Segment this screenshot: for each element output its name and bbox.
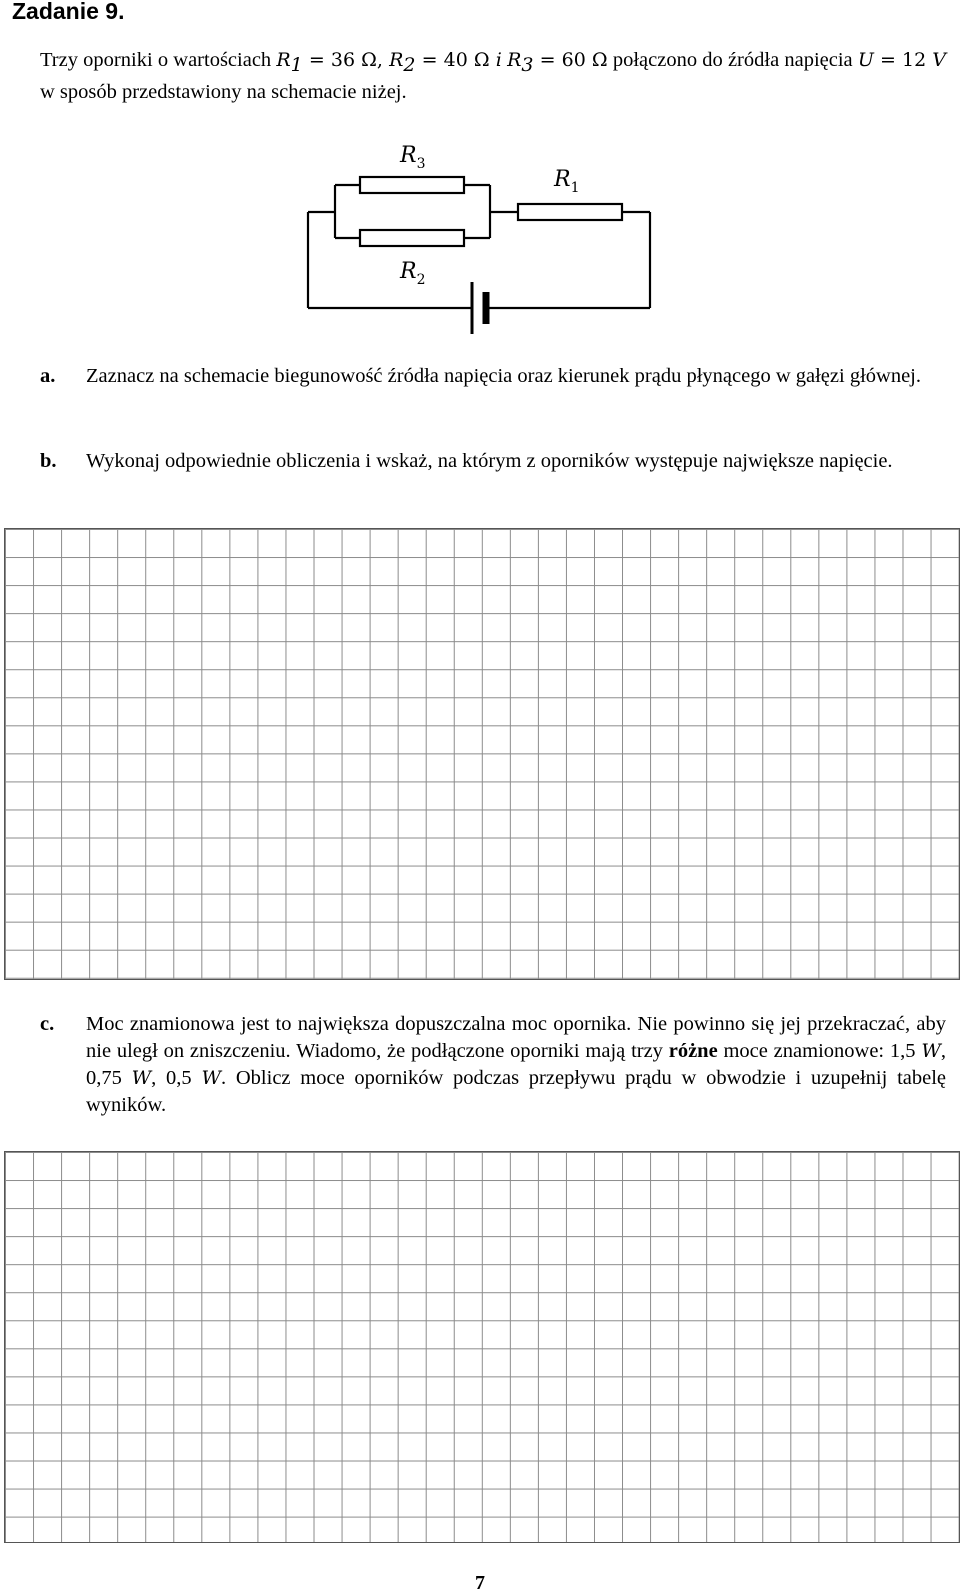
circuit-diagram [0,130,960,340]
part-b-label: b. [40,450,57,472]
part-a-text: Zaznacz na schemacie biegunowość źródła napięcia oraz kierunek prądu płynącego w gałęzi głównej. [86,365,921,387]
page-number: 7 [475,1572,485,1594]
part-c-text: Moc znamionowa jest to największa dopuszczalna moc opornika. Nie powinno się jej przekraczać, aby nie uległ on zniszczeniu. Wiadomo, że podłączone oporniki mają trzy różne moce znamionowe: 1,5 W, 0,75 W, 0,5 W. Oblicz moce oporników podczas przepływu prądu w obwodzie i uzupełnij tabelę wyników. [86,1013,947,1116]
task-title: Zadanie 9. [12,0,125,24]
resistor-r1 [518,204,622,220]
answer-grid-b[interactable] [4,528,960,980]
task-intro: Trzy oporniki o wartościach $R_1 = 36$ Ω, $R_2 = 40$ Ω i $R_3 = 60$ Ω połączono do źródła napięcia U = 12 V w sposób przedstawiony na schemacie niżej. [40,49,947,104]
part-c [40,1011,946,1119]
answer-grid-c[interactable] [4,1151,960,1543]
part-a-label: a. [40,365,56,387]
part-b-text: Wykonaj odpowiednie obliczenia i wskaż, na którym z oporników występuje największe napięcie. [86,450,893,472]
resistor-r3 [360,177,464,193]
part-b [40,448,946,475]
label-r3: $R_3$ [400,143,426,172]
label-r2: $R_2$ [400,259,426,288]
part-a [40,363,946,390]
resistor-r2 [360,230,464,246]
part-c-label: c. [40,1013,55,1035]
label-r1: $R_1$ [554,167,580,196]
